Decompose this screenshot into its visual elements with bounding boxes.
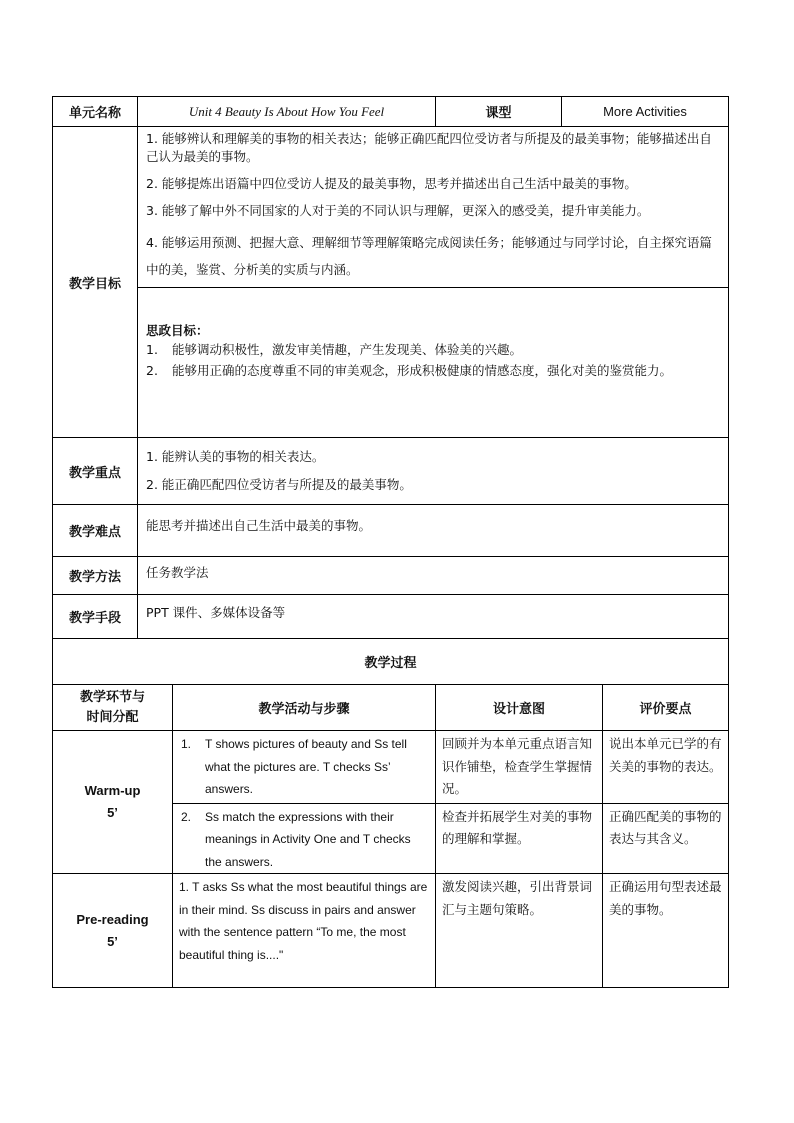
ideology-item: 1. 能够调动积极性，激发审美情趣，产生发现美、体验美的兴趣。: [146, 342, 523, 357]
intent-header: 设计意图: [436, 685, 603, 731]
difficulty-label: 教学难点: [53, 505, 138, 557]
warmup-intent-2: 检查并拓展学生对美的事物的理解和掌握。: [436, 803, 603, 874]
warmup-activity-2: 2. Ss match the expressions with their meanings in Activity One and T checks the answers.: [173, 803, 436, 874]
process-table: [52, 684, 729, 988]
objective-item: 1. 能够辨认和理解美的事物的相关表达；能够正确匹配四位受访者与所提及的最美事物；能够描述出自己认为最美的事物。: [146, 131, 712, 164]
prereading-evaluation: 正确运用句型表述最美的事物。: [603, 874, 729, 988]
ideology-title: 思政目标：: [146, 323, 209, 338]
ideology-objectives: [138, 288, 729, 438]
means-label: 教学手段: [53, 595, 138, 639]
prereading-intent: 激发阅读兴趣，引出背景词汇与主题句策略。: [436, 874, 603, 988]
objective-item: 2. 能够提炼出语篇中四位受访人提及的最美事物，思考并描述出自己生活中最美的事物。: [146, 176, 637, 191]
prereading-stage: Pre-reading 5’: [53, 874, 173, 988]
stage-header: 教学环节与 时间分配: [53, 685, 173, 731]
unit-value: Unit 4 Beauty Is About How You Feel: [138, 97, 436, 127]
lesson-info-table: [52, 96, 729, 685]
prereading-activity: 1. T asks Ss what the most beautiful things are in their mind. Ss discuss in pairs and answer with the sentence pattern “To me, the most beautiful thing is....": [173, 874, 436, 988]
key-points-list: [138, 438, 729, 505]
objective-item: 4. 能够运用预测、把握大意、理解细节等理解策略完成阅读任务；能够通过与同学讨论，自主探究语篇中的美，鉴赏、分析美的实质与内涵。: [146, 235, 712, 277]
means-text: PPT 课件、多媒体设备等: [138, 595, 729, 639]
evaluation-header: 评价要点: [603, 685, 729, 731]
unit-label: 单元名称: [53, 97, 138, 127]
key-point-item: 2. 能正确匹配四位受访者与所提及的最美事物。: [146, 477, 412, 492]
activity-header: 教学活动与步骤: [173, 685, 436, 731]
lesson-plan: [52, 96, 728, 988]
warmup-intent-1: 回顾并为本单元重点语言知识作铺垫，检查学生掌握情况。: [436, 731, 603, 804]
objectives-list: [138, 127, 729, 288]
difficulty-text: 能思考并描述出自己生活中最美的事物。: [138, 505, 729, 557]
type-value: More Activities: [562, 97, 729, 127]
key-point-item: 1. 能辨认美的事物的相关表达。: [146, 449, 325, 464]
objective-item: 3. 能够了解中外不同国家的人对于美的不同认识与理解，更深入的感受美，提升审美能力。: [146, 203, 650, 218]
type-label: 课型: [436, 97, 562, 127]
warmup-evaluation-1: 说出本单元已学的有关美的事物的表达。: [603, 731, 729, 804]
warmup-stage: Warm-up 5’: [53, 731, 173, 874]
ideology-item: 2. 能够用正确的态度尊重不同的审美观念，形成积极健康的情感态度，强化对美的鉴赏能力。: [146, 363, 673, 378]
objectives-label: 教学目标: [53, 127, 138, 438]
key-points-label: 教学重点: [53, 438, 138, 505]
warmup-activity-1: 1. T shows pictures of beauty and Ss tell what the pictures are. T checks Ss’ answers.: [173, 731, 436, 804]
method-text: 任务教学法: [138, 557, 729, 595]
warmup-evaluation-2: 正确匹配美的事物的表达与其含义。: [603, 803, 729, 874]
process-title: 教学过程: [53, 639, 729, 685]
method-label: 教学方法: [53, 557, 138, 595]
